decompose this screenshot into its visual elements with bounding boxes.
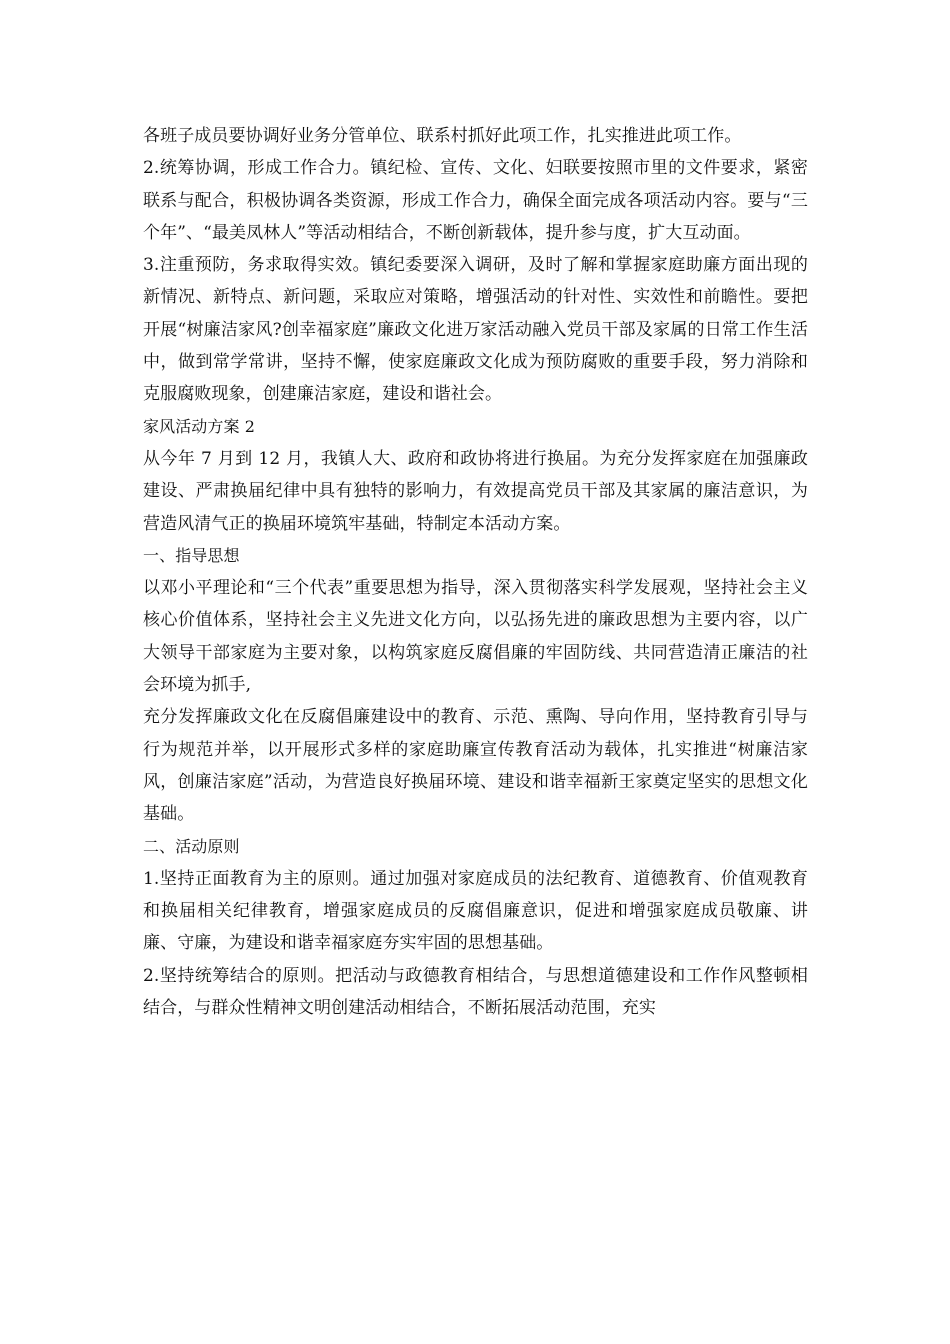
section-heading-principles: 二、活动原则 (143, 836, 240, 856)
paragraph-1: 各班子成员要协调好业务分管单位、联系村抓好此项工作，扎实推进此项工作。 (143, 126, 742, 146)
paragraph-3: 3.注重预防，务求取得实效。镇纪委要深入调研，及时了解和掌握家庭助廉方面出现的新情况、新特点、新问题，采取应对策略，增强活动的针对性、实效性和前瞻性。要把开展“树廉洁家风?创幸福家庭”廉政文化进万家活动融入党员干部及家属的日常工作生活中，做到常学常讲，坚持不懈，使家庭廉政文化成为预防腐败的重要手段，努力消除和克服腐败现象，创建廉洁家庭，建设和谐社会。 (143, 255, 808, 405)
section-heading-plan-2: 家风活动方案 2 (143, 416, 256, 436)
paragraph-2: 2.统筹协调，形成工作合力。镇纪检、宣传、文化、妇联要按照市里的文件要求，紧密联系与配合，积极协调各类资源，形成工作合力，确保全面完成各项活动内容。要与“三个年”、“最美凤林人”等活动相结合，不断创新载体，提升参与度，扩大互动面。 (143, 158, 808, 243)
section-heading-guiding-ideology: 一、指导思想 (143, 545, 240, 565)
document-page (143, 120, 808, 1024)
paragraph-guiding-ideology-cont: 充分发挥廉政文化在反腐倡廉建设中的教育、示范、熏陶、导向作用，坚持教育引导与行为规范并举，以开展形式多样的家庭助廉宣传教育活动为载体，扎实推进“树廉洁家风，创廉洁家庭”活动，为营造良好换届环境、建设和谐幸福新王家奠定坚实的思想文化基础。 (143, 707, 808, 825)
paragraph-guiding-ideology: 以邓小平理论和“三个代表”重要思想为指导，深入贯彻落实科学发展观，坚持社会主义核心价值体系，坚持社会主义先进文化方向，以弘扬先进的廉政思想为主要内容，以广大领导干部家庭为主要对象，以构筑家庭反腐倡廉的牢固防线、共同营造清正廉洁的社会环境为抓手, (143, 578, 808, 696)
paragraph-intro: 从今年 7 月到 12 月，我镇人大、政府和政协将进行换届。为充分发挥家庭在加强廉政建设、严肃换届纪律中具有独特的影响力，有效提高党员干部及其家属的廉洁意识，为营造风清气正的换届环境筑牢基础，特制定本活动方案。 (143, 448, 808, 534)
paragraph-principle-2: 2.坚持统筹结合的原则。把活动与政德教育相结合，与思想道德建设和工作作风整顿相结合，与群众性精神文明创建活动相结合，不断拓展活动范围，充实 (143, 965, 808, 1019)
paragraph-principle-1: 1.坚持正面教育为主的原则。通过加强对家庭成员的法纪教育、道德教育、价值观教育和换届相关纪律教育，增强家庭成员的反腐倡廉意识，促进和增强家庭成员敬廉、讲廉、守廉，为建设和谐幸福家庭夯实牢固的思想基础。 (143, 868, 808, 954)
